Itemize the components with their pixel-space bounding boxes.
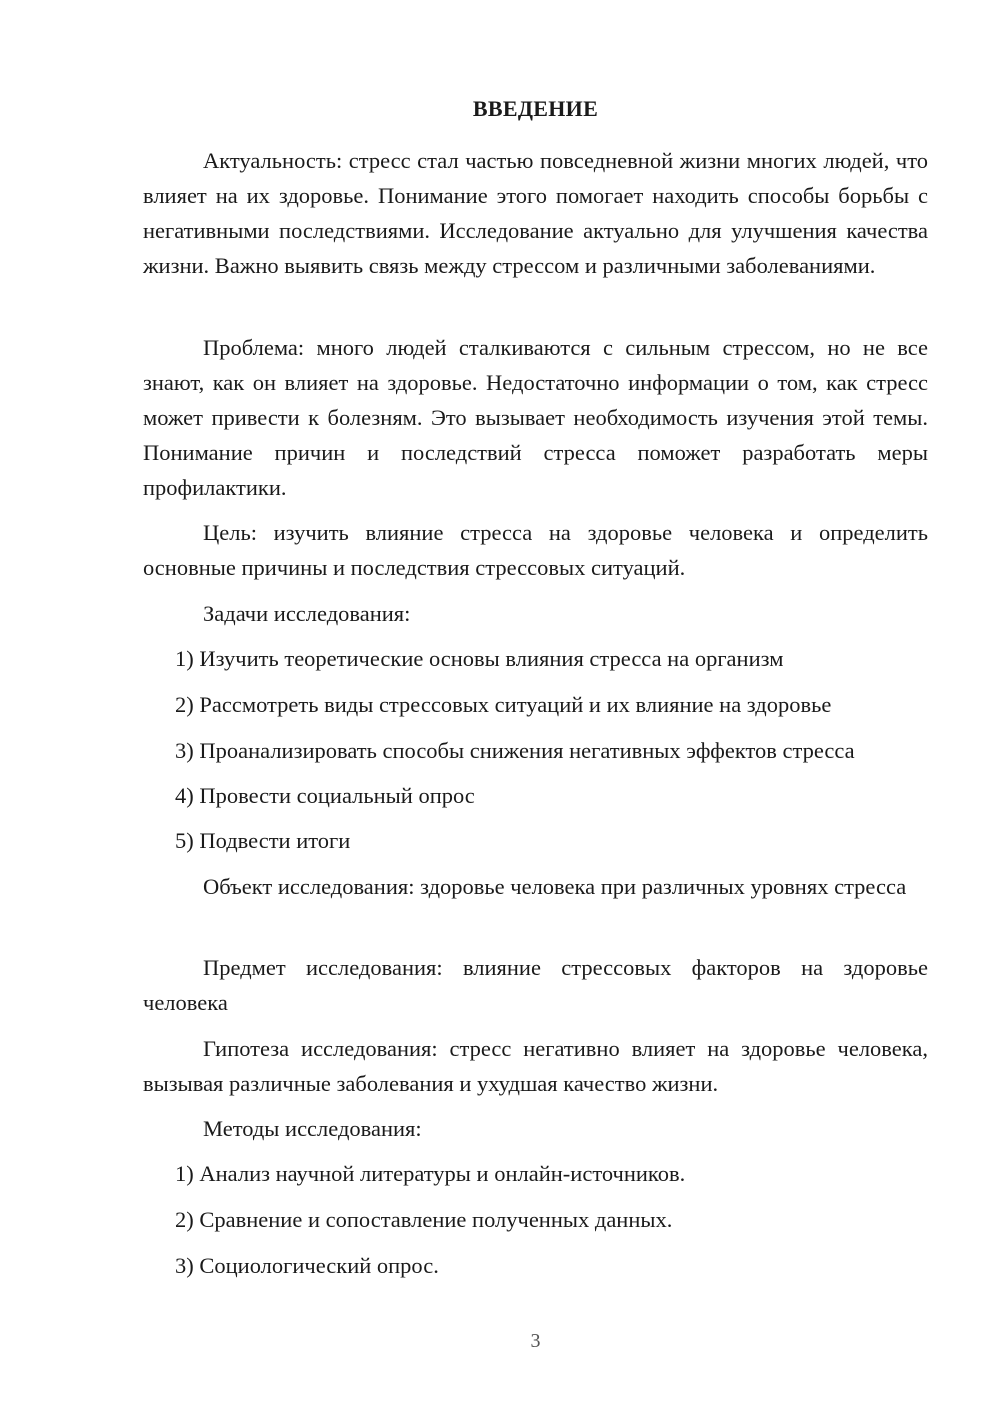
methods-title: Методы исследования: [203,1116,422,1141]
task-item: 3) Проанализировать способы снижения негативных эффектов стресса [175,738,855,763]
paragraph-hypothesis: Гипотеза исследования: стресс негативно влияет на здоровье человека, вызывая различные заболевания и ухудшая качество жизни. [143,1036,928,1096]
task-item: 4) Провести социальный опрос [175,783,475,808]
paragraph-object: Объект исследования: здоровье человека при различных уровнях стресса [203,874,907,899]
task-item: 5) Подвести итоги [175,828,351,853]
paragraph-subject: Предмет исследования: влияние стрессовых факторов на здоровье человека [143,955,928,1015]
page-title: ВВЕДЕНИЕ [472,96,599,121]
tasks-title: Задачи исследования: [203,601,411,626]
task-item: 1) Изучить теоретические основы влияния стресса на организм [175,646,784,671]
document-page [143,0,928,1414]
task-item: 2) Рассмотреть виды стрессовых ситуаций и их влияние на здоровье [175,692,832,717]
method-item: 2) Сравнение и сопоставление полученных данных. [175,1207,673,1232]
method-item: 1) Анализ научной литературы и онлайн-источников. [175,1161,686,1186]
paragraph-problem: Проблема: много людей сталкиваются с сильным стрессом, но не все знают, как он влияет на здоровье. Недостаточно информации о том, как стресс может привести к болезням. Это вызывает необходимость изучения этой темы. Понимание причин и последствий стресса поможет разработать меры профилактики. [143,335,928,500]
paragraph-relevance: Актуальность: стресс стал частью повседневной жизни многих людей, что влияет на их здоровье. Понимание этого помогает находить способы борьбы с негативными последствиями. Исследование актуально для улучшения качества жизни. Важно выявить связь между стрессом и различными заболеваниями. [143,148,928,278]
paragraph-goal: Цель: изучить влияние стресса на здоровье человека и определить основные причины и последствия стрессовых ситуаций. [143,520,928,580]
page-number: 3 [530,1330,541,1352]
method-item: 3) Социологический опрос. [175,1253,439,1278]
